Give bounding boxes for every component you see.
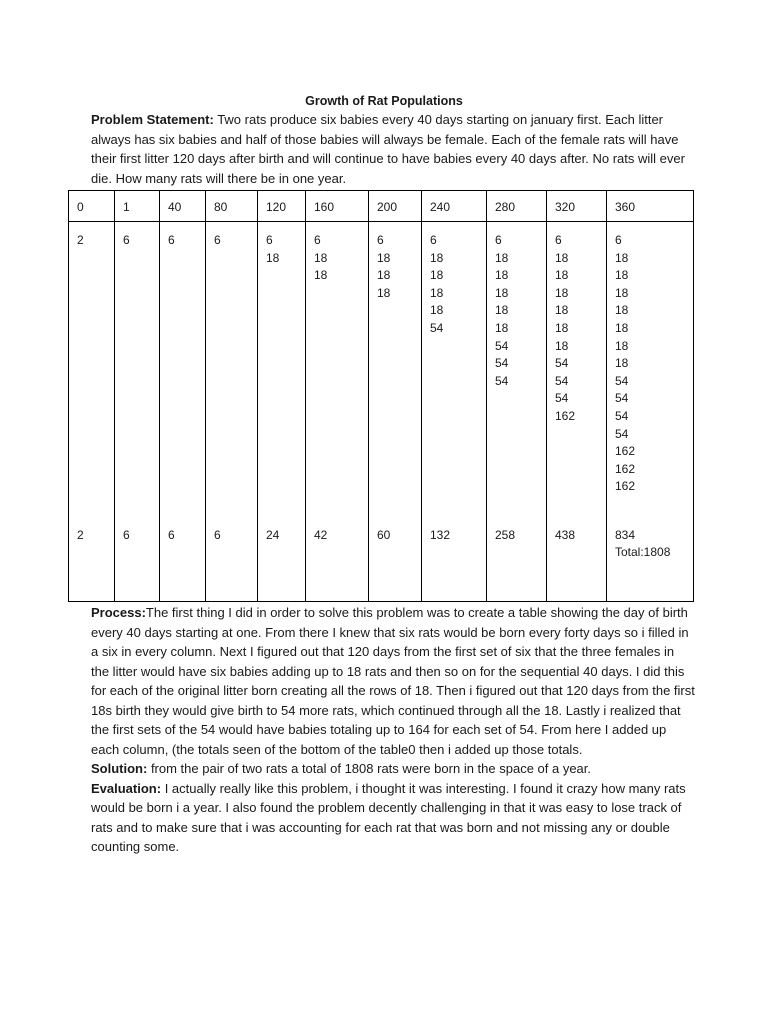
table-cell xyxy=(69,222,115,602)
litter-value: 18 xyxy=(314,250,328,265)
litter-value: 54 xyxy=(555,373,569,388)
litter-value: 18 xyxy=(266,250,280,265)
header-day-240: 240 xyxy=(422,191,487,222)
table-cell xyxy=(369,222,422,602)
litter-values xyxy=(168,232,205,250)
litter-value: 6 xyxy=(168,233,175,247)
litter-value: 6 xyxy=(123,233,130,247)
litter-value: 18 xyxy=(615,356,629,371)
litter-value: 18 xyxy=(430,268,444,283)
litter-value: 18 xyxy=(555,285,569,300)
column-total-value: 438 xyxy=(555,528,576,542)
column-total-value: 258 xyxy=(495,528,516,542)
column-total xyxy=(377,527,419,544)
litter-value: 18 xyxy=(555,338,569,353)
column-total xyxy=(77,527,112,544)
table-cell xyxy=(160,222,206,602)
litter-value: 18 xyxy=(495,303,509,318)
table-cell xyxy=(487,222,547,602)
litter-value: 18 xyxy=(430,250,444,265)
evaluation-label: Evaluation: xyxy=(91,780,162,796)
solution-paragraph xyxy=(91,759,695,779)
column-total xyxy=(430,527,484,544)
header-day-0: 0 xyxy=(69,191,115,222)
litter-value: 6 xyxy=(314,233,321,247)
litter-value: 6 xyxy=(214,233,221,247)
table-header-row xyxy=(69,191,694,222)
litter-values xyxy=(430,232,486,338)
problem-text: Two rats produce six babies every 40 days starting on january first. Each litter always has six babies and half of those babies will always be female. Each of the female rats will have their first litter 120 days after birth and will continue to have babies every 40 days after. No rats will ever die. How many rats will there be in one year. xyxy=(91,112,685,186)
table-cell xyxy=(607,222,694,602)
litter-value: 18 xyxy=(555,268,569,283)
litter-value: 54 xyxy=(615,391,629,406)
column-total xyxy=(615,527,691,561)
writeup-section xyxy=(91,603,695,857)
litter-value: 6 xyxy=(430,233,437,247)
header-day-200: 200 xyxy=(369,191,422,222)
header-day-40: 40 xyxy=(160,191,206,222)
table-body-row xyxy=(69,222,694,602)
litter-value: 162 xyxy=(615,444,636,459)
evaluation-paragraph xyxy=(91,779,695,857)
litter-value: 18 xyxy=(495,250,509,265)
column-total-value: 60 xyxy=(377,528,391,542)
litter-value: 54 xyxy=(495,338,509,353)
litter-values xyxy=(314,232,368,285)
solution-label: Solution: xyxy=(91,761,148,776)
grand-total: Total:1808 xyxy=(615,545,671,559)
litter-value: 18 xyxy=(495,285,509,300)
column-total xyxy=(555,527,604,544)
litter-value: 18 xyxy=(495,320,509,335)
header-day-120: 120 xyxy=(258,191,306,222)
column-total xyxy=(314,527,366,544)
column-total xyxy=(214,527,255,544)
column-total-value: 2 xyxy=(77,528,84,542)
litter-values xyxy=(123,232,159,250)
column-total xyxy=(168,527,203,544)
litter-value: 54 xyxy=(615,426,629,441)
process-text: The first thing I did in order to solve this problem was to create a table showing the day of birth every 40 days starting at one. From there I knew that six rats would be born every forty days so i filled in a six in every column. Next I figured out that 120 days from the first set of six that the three females in the litter would have six babies adding up to 18 rats and then so on for the sequential 40 days. I did this for each of the original litter born creating all the rows of 18. Then i figured out that 120 days from the first 18s birth they would give birth to 54 more rats, which continued through all the 18. Lastly i realized that the first sets of the 54 would have babies totaling up to 164 for each set of 54. From here I added up each column, (the totals seen of the bottom of the table0 then i added up those totals. xyxy=(91,605,695,757)
litter-value: 54 xyxy=(615,408,629,423)
litter-value: 162 xyxy=(615,461,636,476)
litter-values xyxy=(77,232,114,250)
litter-value: 162 xyxy=(615,479,636,494)
litter-value: 54 xyxy=(555,391,569,406)
litter-value: 18 xyxy=(615,250,629,265)
litter-value: 18 xyxy=(377,268,391,283)
table-cell xyxy=(306,222,369,602)
litter-value: 18 xyxy=(615,320,629,335)
litter-value: 6 xyxy=(495,233,502,247)
column-total xyxy=(266,527,303,544)
column-total-value: 6 xyxy=(168,528,175,542)
document-title: Growth of Rat Populations xyxy=(305,94,463,108)
litter-value: 54 xyxy=(615,373,629,388)
table-cell xyxy=(547,222,607,602)
header-day-360: 360 xyxy=(607,191,694,222)
column-total-value: 42 xyxy=(314,528,328,542)
litter-values xyxy=(495,232,546,390)
table-cell xyxy=(115,222,160,602)
litter-value: 18 xyxy=(377,285,391,300)
table-cell xyxy=(422,222,487,602)
table-cell xyxy=(206,222,258,602)
header-day-1: 1 xyxy=(115,191,160,222)
litter-value: 18 xyxy=(615,303,629,318)
problem-statement xyxy=(91,110,695,188)
litter-value: 18 xyxy=(555,320,569,335)
column-total xyxy=(123,527,157,544)
litter-value: 6 xyxy=(615,233,622,247)
column-total-value: 6 xyxy=(214,528,221,542)
column-total-value: 6 xyxy=(123,528,130,542)
litter-value: 162 xyxy=(555,408,576,423)
litter-value: 6 xyxy=(266,233,273,247)
litter-values xyxy=(214,232,257,250)
litter-value: 54 xyxy=(430,320,444,335)
litter-value: 18 xyxy=(430,285,444,300)
litter-value: 18 xyxy=(615,285,629,300)
column-total-value: 24 xyxy=(266,528,280,542)
solution-text: from the pair of two rats a total of 1808 rats were born in the space of a year. xyxy=(147,761,592,776)
litter-value: 2 xyxy=(77,233,84,247)
header-day-320: 320 xyxy=(547,191,607,222)
litter-value: 18 xyxy=(615,268,629,283)
litter-value: 18 xyxy=(555,303,569,318)
column-total-value: 834 xyxy=(615,528,636,542)
litter-values xyxy=(555,232,606,426)
header-day-280: 280 xyxy=(487,191,547,222)
problem-label: Problem Statement: xyxy=(91,112,214,127)
column-total-value: 132 xyxy=(430,528,451,542)
litter-value: 54 xyxy=(555,356,569,371)
litter-value: 18 xyxy=(555,250,569,265)
litter-value: 6 xyxy=(555,233,562,247)
litter-value: 18 xyxy=(314,268,328,283)
litter-values xyxy=(615,232,693,496)
evaluation-text: I actually really like this problem, i thought it was interesting. I found it crazy how many rats would be born i a year. I also found the problem decently challenging in that it was easy to lose track of rats and to make sure that i was accounting for each rat that was born and not missing any or double counting some. xyxy=(91,780,686,854)
table-cell xyxy=(258,222,306,602)
litter-values xyxy=(377,232,421,302)
litter-value: 6 xyxy=(377,233,384,247)
process-paragraph xyxy=(91,603,695,759)
litter-values xyxy=(266,232,305,267)
process-label: Process: xyxy=(91,605,146,620)
header-day-160: 160 xyxy=(306,191,369,222)
litter-value: 54 xyxy=(495,356,509,371)
header-day-80: 80 xyxy=(206,191,258,222)
litter-value: 18 xyxy=(495,268,509,283)
litter-value: 54 xyxy=(495,373,509,388)
litter-value: 18 xyxy=(377,250,391,265)
column-total xyxy=(495,527,544,544)
litter-value: 18 xyxy=(615,338,629,353)
litter-value: 18 xyxy=(430,303,444,318)
population-table xyxy=(68,190,694,602)
